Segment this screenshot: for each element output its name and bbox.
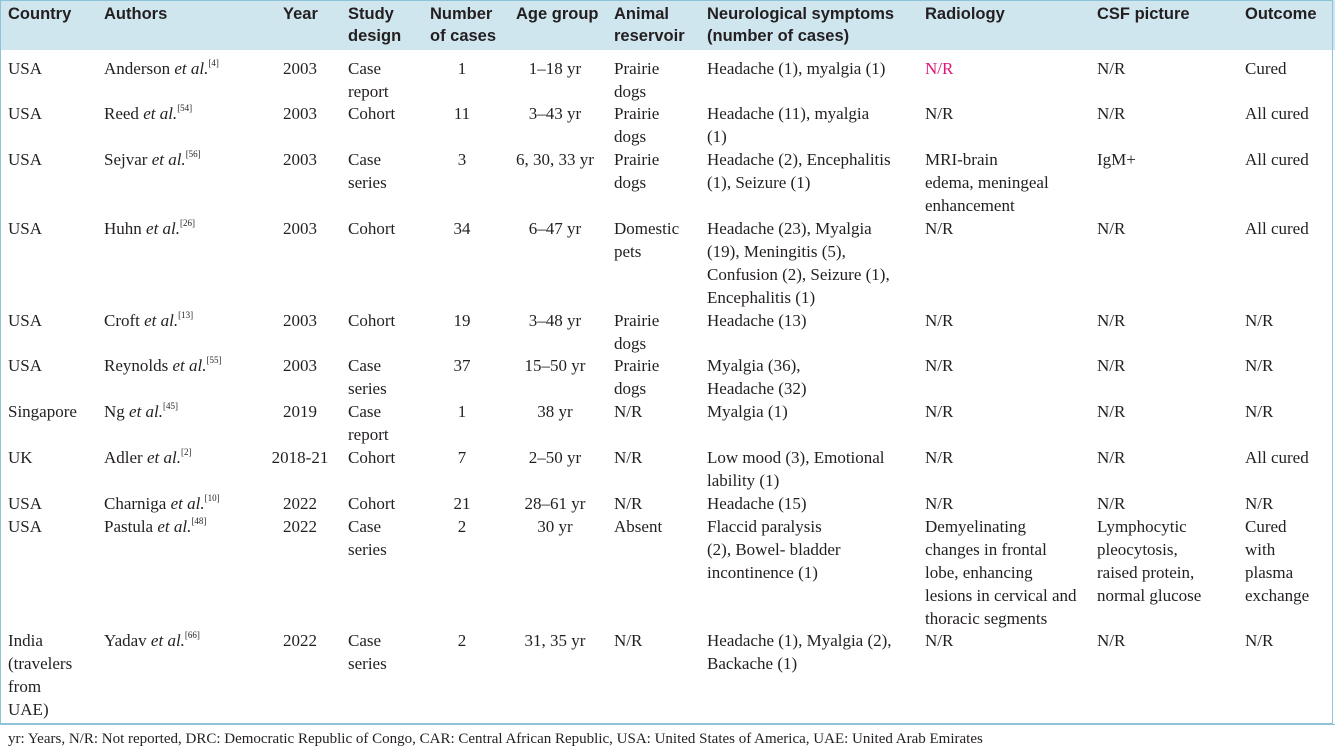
header-age: Age group <box>516 5 599 23</box>
cell-country: USA <box>8 311 43 330</box>
cell-outcome: N/R <box>1245 402 1274 421</box>
author-etal: et al. <box>150 631 185 650</box>
cell-year: 2003 <box>283 104 317 123</box>
cell-neurological-symptoms: (1) <box>707 127 727 146</box>
cell-authors <box>104 446 191 469</box>
cell-number-of-cases: 11 <box>453 104 471 123</box>
cell-age-group: 2–50 yr <box>528 448 582 467</box>
cell-study-design: series <box>348 654 387 673</box>
cell-csf-picture: pleocytosis, <box>1097 540 1178 559</box>
author-etal: et al. <box>129 402 164 421</box>
cell-outcome: plasma <box>1245 563 1294 582</box>
cell-study-design: Case <box>348 402 382 421</box>
cell-year: 2003 <box>283 311 317 330</box>
author-name: Sejvar <box>104 150 152 169</box>
cell-authors <box>104 400 178 423</box>
cell-study-design: Case <box>348 356 382 375</box>
cell-animal-reservoir: Prairie <box>614 104 660 123</box>
cell-animal-reservoir: Prairie <box>614 59 660 78</box>
cell-neurological-symptoms: Flaccid paralysis <box>707 517 822 536</box>
cell-year: 2003 <box>283 59 317 78</box>
header-authors: Authors <box>104 5 168 23</box>
author-etal: et al. <box>146 219 181 238</box>
cell-age-group: 3–48 yr <box>528 311 582 330</box>
cell-study-design: Cohort <box>348 219 396 238</box>
author-name: Yadav <box>104 631 151 650</box>
cell-authors <box>104 629 200 652</box>
cell-animal-reservoir: pets <box>614 242 642 261</box>
cell-age-group: 28–61 yr <box>524 494 586 513</box>
author-etal: et al. <box>143 104 178 123</box>
cell-radiology: N/R <box>925 59 954 78</box>
cell-neurological-symptoms: (19), Meningitis (5), <box>707 242 846 261</box>
cell-outcome: N/R <box>1245 631 1274 650</box>
cell-csf-picture: N/R <box>1097 104 1126 123</box>
cell-radiology: N/R <box>925 356 954 375</box>
cell-authors <box>104 515 206 538</box>
cell-csf-picture: N/R <box>1097 311 1126 330</box>
cell-neurological-symptoms: Myalgia (36), <box>707 356 801 375</box>
cell-country: UAE) <box>8 700 49 719</box>
cell-authors <box>104 148 201 171</box>
cell-csf-picture: normal glucose <box>1097 586 1202 605</box>
cell-study-design: Case <box>348 631 382 650</box>
reference-number: [55] <box>206 355 222 366</box>
reference-number: [48] <box>191 516 207 527</box>
cell-neurological-symptoms: lability (1) <box>707 471 780 490</box>
header-cases: of cases <box>430 27 497 45</box>
reference-number: [56] <box>185 149 201 160</box>
author-etal: et al. <box>172 356 207 375</box>
cell-age-group: 38 yr <box>537 402 573 421</box>
cell-study-design: series <box>348 540 387 559</box>
cell-animal-reservoir: N/R <box>614 494 643 513</box>
cell-outcome: Cured <box>1245 59 1287 78</box>
header-symptoms: Neurological symptoms <box>707 5 895 23</box>
reference-number: [66] <box>184 630 200 641</box>
author-etal: et al. <box>151 150 186 169</box>
cell-age-group: 1–18 yr <box>528 59 582 78</box>
cell-neurological-symptoms: Low mood (3), Emotional <box>707 448 885 467</box>
cell-number-of-cases: 1 <box>457 59 467 78</box>
cell-study-design: Case <box>348 150 382 169</box>
cell-animal-reservoir: Domestic <box>614 219 680 238</box>
cell-csf-picture: N/R <box>1097 448 1126 467</box>
cell-age-group: 6, 30, 33 yr <box>516 150 594 169</box>
cell-neurological-symptoms: Headache (1), Myalgia (2), <box>707 631 892 650</box>
header-reservoir: Animal <box>614 5 670 23</box>
cell-neurological-symptoms: Backache (1) <box>707 654 798 673</box>
header-cases: Number <box>430 5 493 23</box>
cell-study-design: Case <box>348 59 382 78</box>
cell-animal-reservoir: dogs <box>614 82 647 101</box>
author-etal: et al. <box>157 517 192 536</box>
cell-outcome: All cured <box>1245 448 1309 467</box>
author-etal: et al. <box>174 59 209 78</box>
cell-radiology: N/R <box>925 104 954 123</box>
cell-neurological-symptoms: (2), Bowel- bladder <box>707 540 841 559</box>
cell-country: USA <box>8 150 43 169</box>
cell-radiology: Demyelinating <box>925 517 1027 536</box>
cell-number-of-cases: 2 <box>457 631 467 650</box>
reference-number: [10] <box>204 493 220 504</box>
cell-country: USA <box>8 104 43 123</box>
cell-authors <box>104 309 193 332</box>
cell-radiology: N/R <box>925 219 954 238</box>
header-design: design <box>348 27 402 45</box>
cell-age-group: 15–50 yr <box>524 356 586 375</box>
cell-outcome: N/R <box>1245 356 1274 375</box>
cell-number-of-cases: 21 <box>453 494 471 513</box>
author-name: Adler <box>104 448 147 467</box>
cell-csf-picture: N/R <box>1097 219 1126 238</box>
cell-csf-picture: N/R <box>1097 494 1126 513</box>
cell-outcome: N/R <box>1245 494 1274 513</box>
cell-year: 2022 <box>283 631 317 650</box>
cell-outcome: All cured <box>1245 219 1309 238</box>
header-radiology: Radiology <box>925 5 1005 23</box>
cell-csf-picture: N/R <box>1097 631 1126 650</box>
reference-number: [2] <box>180 447 192 458</box>
cell-neurological-symptoms: (1), Seizure (1) <box>707 173 811 192</box>
reference-number: [13] <box>178 310 194 321</box>
cell-country: (travelers <box>8 654 73 673</box>
cell-age-group: 31, 35 yr <box>524 631 586 650</box>
reference-number: [26] <box>180 218 196 229</box>
author-name: Pastula <box>104 517 158 536</box>
header-reservoir: reservoir <box>614 27 685 45</box>
cell-animal-reservoir: N/R <box>614 448 643 467</box>
cell-outcome: All cured <box>1245 150 1309 169</box>
cell-radiology: N/R <box>925 311 954 330</box>
cell-study-design: Cohort <box>348 494 396 513</box>
cell-animal-reservoir: dogs <box>614 173 647 192</box>
cell-age-group: 3–43 yr <box>528 104 582 123</box>
cell-year: 2022 <box>283 494 317 513</box>
cell-neurological-symptoms: Encephalitis (1) <box>707 288 816 307</box>
cell-radiology: enhancement <box>925 196 1015 215</box>
header-year: Year <box>283 5 318 23</box>
author-name: Reynolds <box>104 356 173 375</box>
cell-outcome: with <box>1245 540 1276 559</box>
cell-study-design: Case <box>348 517 382 536</box>
cell-neurological-symptoms: Headache (23), Myalgia <box>707 219 872 238</box>
cell-radiology: N/R <box>925 494 954 513</box>
reference-number: [54] <box>177 103 193 114</box>
author-etal: et al. <box>146 448 181 467</box>
cell-csf-picture: N/R <box>1097 59 1126 78</box>
cell-radiology: thoracic segments <box>925 609 1048 628</box>
cell-age-group: 30 yr <box>537 517 573 536</box>
cell-csf-picture: N/R <box>1097 402 1126 421</box>
author-name: Reed <box>104 104 144 123</box>
cell-year: 2019 <box>283 402 317 421</box>
cell-animal-reservoir: dogs <box>614 127 647 146</box>
cell-country: USA <box>8 356 43 375</box>
cell-radiology: N/R <box>925 631 954 650</box>
cell-study-design: report <box>348 425 389 444</box>
cell-age-group: 6–47 yr <box>528 219 582 238</box>
cell-authors <box>104 354 221 377</box>
cell-radiology: MRI-brain <box>925 150 998 169</box>
cell-authors <box>104 217 195 240</box>
cell-radiology: lobe, enhancing <box>925 563 1033 582</box>
cell-neurological-symptoms: Myalgia (1) <box>707 402 788 421</box>
cell-number-of-cases: 2 <box>457 517 467 536</box>
author-name: Anderson <box>104 59 175 78</box>
cell-authors <box>104 492 220 515</box>
cell-authors <box>104 102 192 125</box>
cell-outcome: N/R <box>1245 311 1274 330</box>
cell-animal-reservoir: Prairie <box>614 150 660 169</box>
author-name: Ng <box>104 402 130 421</box>
cell-radiology: edema, meningeal <box>925 173 1049 192</box>
author-name: Huhn <box>104 219 147 238</box>
cell-number-of-cases: 19 <box>453 311 471 330</box>
cell-csf-picture: raised protein, <box>1097 563 1195 582</box>
cell-neurological-symptoms: Headache (32) <box>707 379 807 398</box>
header-country: Country <box>8 5 72 23</box>
cell-number-of-cases: 7 <box>457 448 467 467</box>
cell-country: from <box>8 677 42 696</box>
cell-animal-reservoir: Prairie <box>614 311 660 330</box>
reference-number: [4] <box>208 58 219 69</box>
cell-radiology: changes in frontal <box>925 540 1047 559</box>
cell-radiology: lesions in cervical and <box>925 586 1077 605</box>
cell-csf-picture: IgM+ <box>1097 150 1136 169</box>
cell-outcome: All cured <box>1245 104 1309 123</box>
cell-country: USA <box>8 494 43 513</box>
cell-neurological-symptoms: incontinence (1) <box>707 563 818 582</box>
cell-country: UK <box>8 448 33 467</box>
cell-animal-reservoir: Absent <box>614 517 663 536</box>
cell-csf-picture: N/R <box>1097 356 1126 375</box>
cell-study-design: Cohort <box>348 311 396 330</box>
cell-number-of-cases: 34 <box>453 219 471 238</box>
cell-neurological-symptoms: Confusion (2), Seizure (1), <box>707 265 890 284</box>
table-footnote: yr: Years, N/R: Not reported, DRC: Democratic Republic of Congo, CAR: Central African Republic, USA: United States of America, UAE: United Arab Emirates <box>8 731 983 747</box>
header-csf: CSF picture <box>1097 5 1190 23</box>
cell-study-design: series <box>348 379 387 398</box>
cell-study-design: Cohort <box>348 448 396 467</box>
cell-study-design: report <box>348 82 389 101</box>
cell-study-design: Cohort <box>348 104 396 123</box>
cell-outcome: exchange <box>1245 586 1310 605</box>
cell-year: 2003 <box>283 356 317 375</box>
cell-country: India <box>8 631 43 650</box>
cell-study-design: series <box>348 173 387 192</box>
cell-year: 2018-21 <box>271 448 329 467</box>
cell-authors <box>104 57 219 80</box>
cell-year: 2003 <box>283 219 317 238</box>
reference-number: [45] <box>163 401 179 412</box>
cell-neurological-symptoms: Headache (11), myalgia <box>707 104 870 123</box>
cell-neurological-symptoms: Headache (1), myalgia (1) <box>707 59 886 78</box>
cell-animal-reservoir: Prairie <box>614 356 660 375</box>
author-etal: et al. <box>170 494 205 513</box>
cell-number-of-cases: 37 <box>453 356 471 375</box>
cell-country: USA <box>8 219 43 238</box>
cell-animal-reservoir: dogs <box>614 334 647 353</box>
cell-country: USA <box>8 59 43 78</box>
cell-number-of-cases: 3 <box>457 150 467 169</box>
cell-year: 2022 <box>283 517 317 536</box>
author-name: Charniga <box>104 494 171 513</box>
cell-animal-reservoir: N/R <box>614 631 643 650</box>
cell-country: Singapore <box>8 402 77 421</box>
footnote-divider <box>0 724 1335 725</box>
header-design: Study <box>348 5 394 23</box>
cell-year: 2003 <box>283 150 317 169</box>
cell-radiology: N/R <box>925 402 954 421</box>
cell-neurological-symptoms: Headache (15) <box>707 494 807 513</box>
cell-csf-picture: Lymphocytic <box>1097 517 1187 536</box>
header-outcome: Outcome <box>1245 5 1317 23</box>
cell-country: USA <box>8 517 43 536</box>
author-name: Croft <box>104 311 145 330</box>
cell-neurological-symptoms: Headache (2), Encephalitis <box>707 150 891 169</box>
cell-number-of-cases: 1 <box>457 402 467 421</box>
cell-outcome: Cured <box>1245 517 1287 536</box>
header-symptoms: (number of cases) <box>707 27 850 45</box>
cell-radiology: N/R <box>925 448 954 467</box>
cell-animal-reservoir: N/R <box>614 402 643 421</box>
cell-animal-reservoir: dogs <box>614 379 647 398</box>
author-etal: et al. <box>144 311 179 330</box>
cell-neurological-symptoms: Headache (13) <box>707 311 807 330</box>
